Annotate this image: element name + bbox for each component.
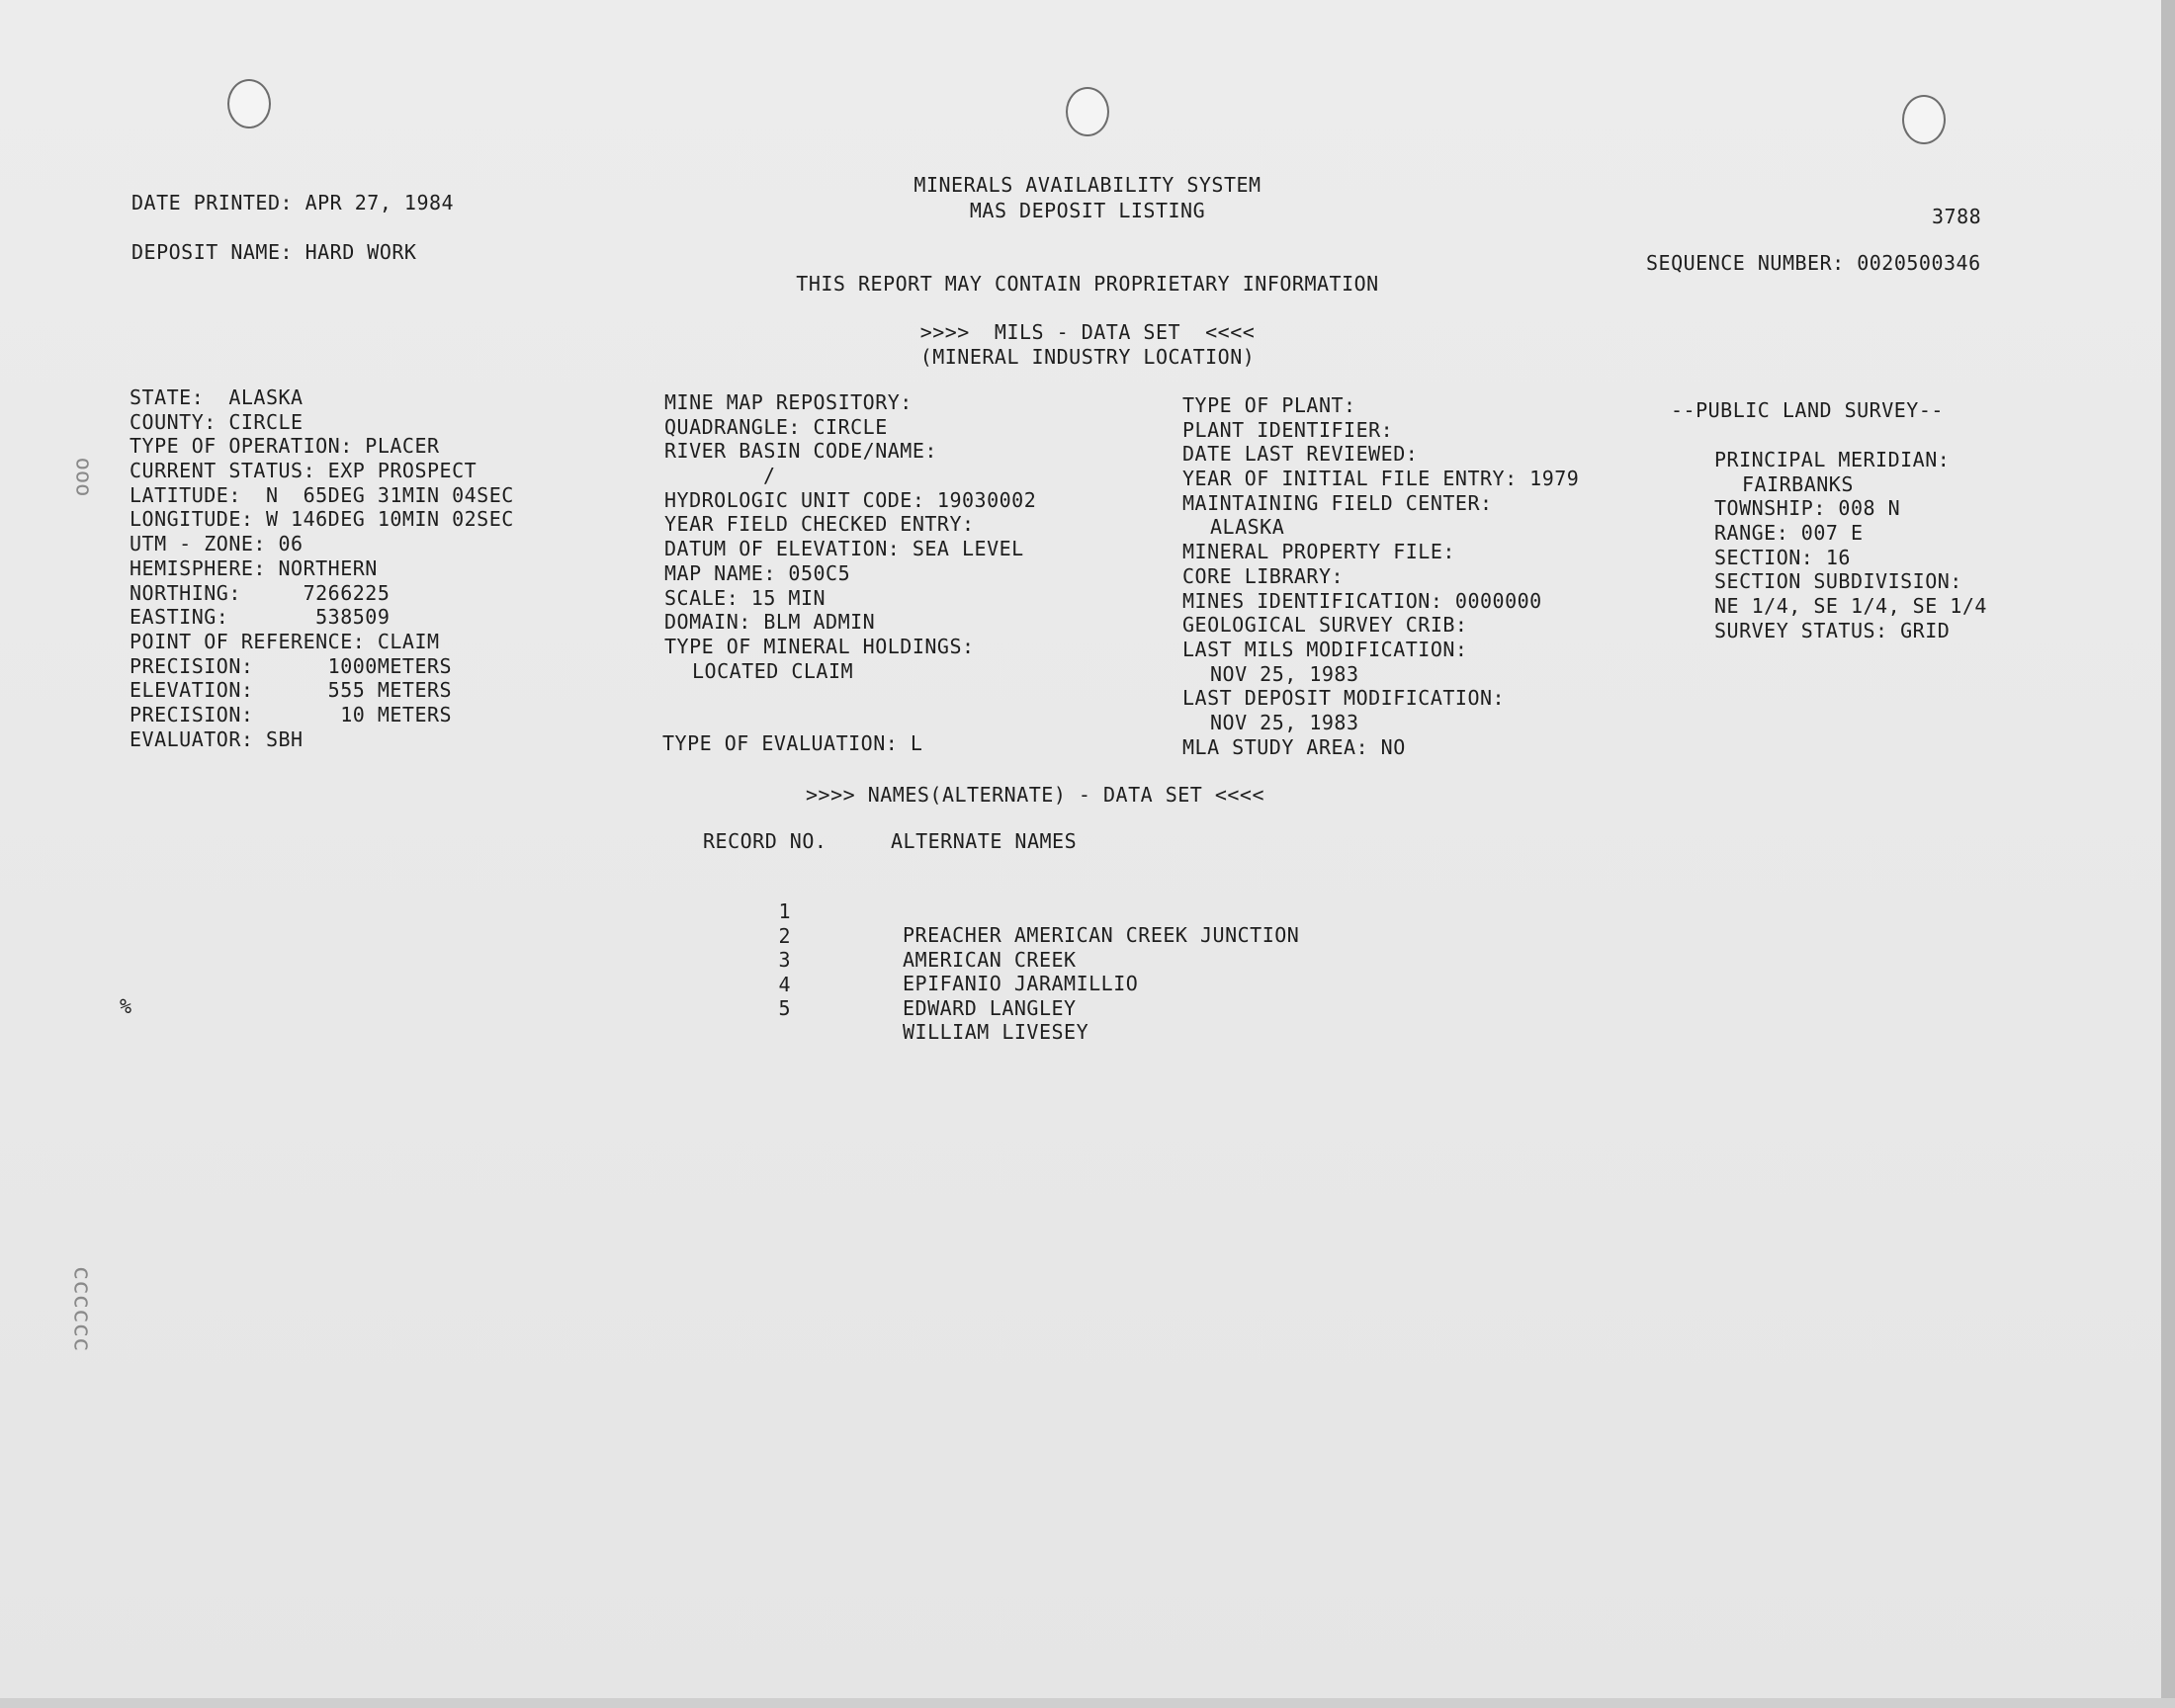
current-status-field: CURRENT STATUS: EXP PROSPECT	[130, 459, 478, 483]
latitude-field: LATITUDE: N 65DEG 31MIN 04SEC	[130, 482, 514, 507]
river-basin-value: /	[763, 464, 776, 488]
mineral-property-file-field: MINERAL PROPERTY FILE:	[1182, 540, 1455, 564]
margin-scribble-lower: cccccc	[68, 1265, 97, 1352]
year-field-checked-field: YEAR FIELD CHECKED ENTRY:	[664, 512, 975, 537]
survey-crib-field: GEOLOGICAL SURVEY CRIB:	[1182, 613, 1468, 638]
date-printed: DATE PRINTED: APR 27, 1984	[131, 191, 455, 214]
record-number: 5	[778, 996, 791, 1020]
record-number: 1	[778, 899, 791, 923]
map-fields	[664, 390, 1036, 683]
public-land-survey-title: --PUBLIC LAND SURVEY--	[1671, 398, 1944, 422]
deposit-name: DEPOSIT NAME: HARD WORK	[131, 240, 417, 264]
mine-map-repository-field: MINE MAP REPOSITORY:	[664, 390, 913, 414]
precision-field: PRECISION: 1000METERS	[130, 653, 453, 678]
section-subdivision-field: SECTION SUBDIVISION:	[1714, 569, 1962, 594]
utm-zone-field: UTM - ZONE: 06	[130, 532, 304, 556]
punch-hole-center	[1066, 87, 1109, 136]
record-number: 3	[778, 948, 791, 972]
public-land-survey-fields	[1714, 448, 1987, 643]
alternate-name: AMERICAN CREEK	[903, 947, 1077, 972]
field-center-field: MAINTAINING FIELD CENTER:	[1182, 490, 1493, 515]
section-subdivision-value: NE 1/4, SE 1/4, SE 1/4	[1714, 594, 1987, 619]
plant-identifier-field: PLANT IDENTIFIER:	[1182, 417, 1394, 442]
proprietary-notice: THIS REPORT MAY CONTAIN PROPRIETARY INFORMATION	[796, 272, 1379, 296]
survey-status-field: SURVEY STATUS: GRID	[1714, 618, 1951, 642]
record-number: 4	[778, 972, 791, 996]
dataset-subtitle: (MINERAL INDUSTRY LOCATION)	[919, 345, 1256, 369]
last-deposit-modification-field: LAST DEPOSIT MODIFICATION:	[1182, 686, 1506, 711]
last-mils-modification-field: LAST MILS MODIFICATION:	[1182, 637, 1468, 661]
plant-fields	[1182, 393, 1579, 759]
point-of-reference-field: POINT OF REFERENCE: CLAIM	[130, 629, 440, 653]
record-no-header: RECORD NO.	[703, 829, 827, 853]
punch-hole-right	[1902, 95, 1946, 144]
river-basin-field: RIVER BASIN CODE/NAME:	[664, 439, 937, 464]
county-field: COUNTY: CIRCLE	[130, 409, 304, 434]
page-edge-shadow	[2161, 0, 2175, 1708]
listing-title: MAS DEPOSIT LISTING	[969, 199, 1206, 222]
margin-scribble: ooo	[70, 457, 96, 497]
last-mils-modification-date: NOV 25, 1983	[1210, 661, 1359, 686]
principal-meridian-field: PRINCIPAL MERIDIAN:	[1714, 448, 1951, 471]
map-name-field: MAP NAME: 050C5	[664, 560, 851, 585]
evaluation-type-field: TYPE OF EVALUATION: L	[662, 731, 923, 755]
domain-field: DOMAIN: BLM ADMIN	[664, 610, 876, 635]
field-center-value: ALASKA	[1210, 515, 1285, 540]
mla-study-area-field: MLA STUDY AREA: NO	[1182, 734, 1406, 759]
township-field: TOWNSHIP: 008 N	[1714, 496, 1901, 521]
last-deposit-modification-date: NOV 25, 1983	[1210, 710, 1359, 734]
page-bottom-shadow	[0, 1698, 2175, 1708]
names-dataset-title: >>>> NAMES(ALTERNATE) - DATA SET <<<<	[806, 783, 1265, 807]
range-field: RANGE: 007 E	[1714, 521, 1864, 546]
longitude-field: LONGITUDE: W 146DEG 10MIN 02SEC	[130, 507, 514, 532]
sequence-number: SEQUENCE NUMBER: 0020500346	[1646, 251, 1981, 275]
scale-field: SCALE: 15 MIN	[664, 585, 826, 610]
hydrologic-unit-field: HYDROLOGIC UNIT CODE: 19030002	[664, 487, 1037, 512]
location-fields	[130, 385, 514, 751]
alternate-name: EPIFANIO JARAMILLIO	[903, 972, 1139, 995]
mineral-holdings-field: TYPE OF MINERAL HOLDINGS:	[664, 634, 975, 658]
table-row	[692, 900, 1077, 972]
principal-meridian-value: FAIRBANKS	[1742, 471, 1854, 496]
alternate-name: EDWARD LANGLEY	[903, 995, 1077, 1020]
core-library-field: CORE LIBRARY:	[1182, 563, 1345, 588]
quadrangle-field: QUADRANGLE: CIRCLE	[664, 414, 888, 439]
punch-hole-left	[227, 79, 271, 128]
operation-type-field: TYPE OF OPERATION: PLACER	[130, 434, 440, 459]
table-row	[692, 876, 1300, 947]
initial-file-entry-field: YEAR OF INITIAL FILE ENTRY: 1979	[1182, 467, 1580, 491]
northing-field: NORTHING: 7266225	[130, 580, 391, 605]
dataset-title: >>>> MILS - DATA SET <<<<	[919, 320, 1256, 344]
mines-identification-field: MINES IDENTIFICATION: 0000000	[1182, 588, 1542, 613]
alternate-name: PREACHER AMERICAN CREEK JUNCTION	[903, 923, 1300, 947]
plant-type-field: TYPE OF PLANT:	[1182, 393, 1356, 417]
hemisphere-field: HEMISPHERE: NORTHERN	[130, 555, 378, 580]
system-title: MINERALS AVAILABILITY SYSTEM	[914, 173, 1262, 197]
alternate-names-header: ALTERNATE NAMES	[891, 829, 1078, 853]
mineral-holdings-value: LOCATED CLAIM	[692, 658, 854, 683]
footer-percent-mark: %	[120, 994, 132, 1018]
datum-of-elevation-field: DATUM OF ELEVATION: SEA LEVEL	[664, 537, 1024, 561]
page-code: 3788	[1932, 205, 1982, 228]
easting-field: EASTING: 538509	[130, 605, 391, 630]
elevation-field: ELEVATION: 555 METERS	[130, 678, 453, 703]
record-number: 2	[778, 923, 791, 948]
date-last-reviewed-field: DATE LAST REVIEWED:	[1182, 442, 1419, 467]
alternate-name: WILLIAM LIVESEY	[903, 1020, 1089, 1044]
alternate-names-table	[692, 876, 1300, 1044]
state-field: STATE: ALASKA	[130, 385, 304, 409]
section-field: SECTION: 16	[1714, 545, 1851, 569]
elevation-precision-field: PRECISION: 10 METERS	[130, 702, 453, 726]
evaluator-field: EVALUATOR: SBH	[130, 726, 304, 751]
